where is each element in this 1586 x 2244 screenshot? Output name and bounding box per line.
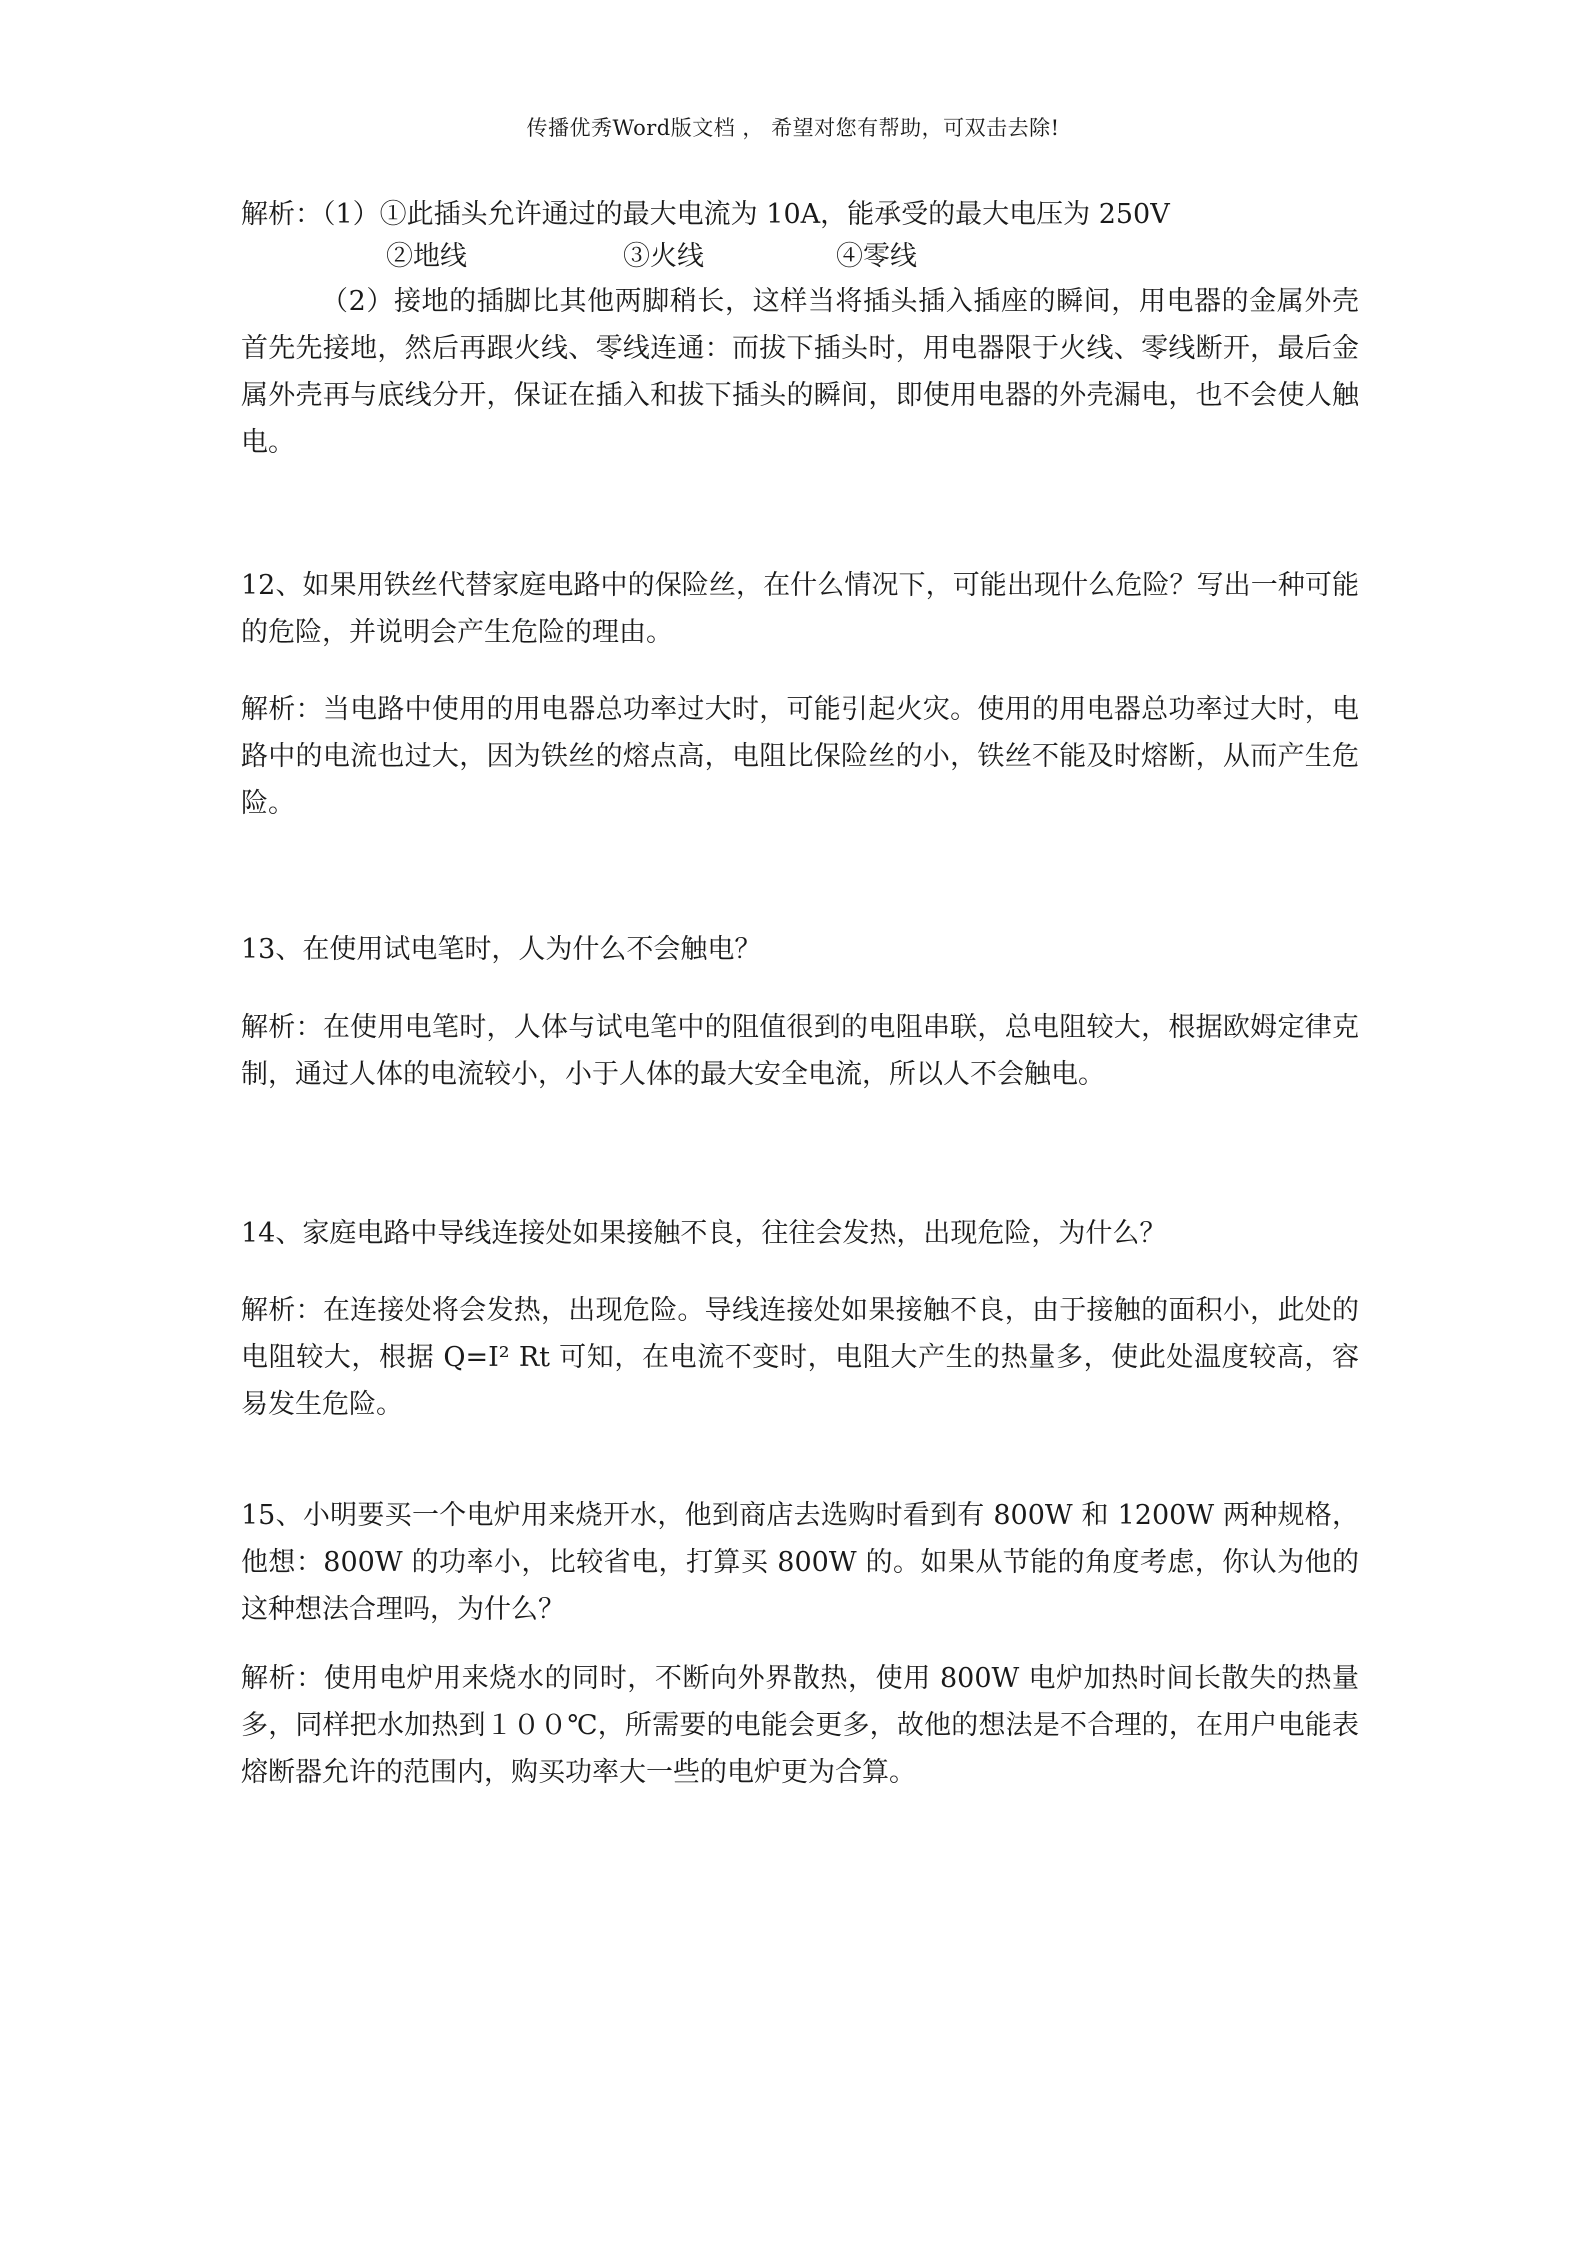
q14-answer: 解析：在连接处将会发热，出现危险。导线连接处如果接触不良，由于接触的面积小，此处的电阻较大，根据 Q=I² Rt 可知，在电流不变时，电阻大产生的热量多，使此处温度较高，容易发生危险。	[241, 1295, 1359, 1420]
q13-question: 13、在使用试电笔时，人为什么不会触电？	[241, 934, 762, 965]
q12-question: 12、如果用铁丝代替家庭电路中的保险丝，在什么情况下，可能出现什么危险？写出一种可能的危险，并说明会产生危险的理由。	[241, 570, 1359, 648]
q15-answer: 解析：使用电炉用来烧水的同时，不断向外界散热，使用 800W 电炉加热时间长散失的热量多，同样把水加热到１００℃，所需要的电能会更多，故他的想法是不合理的，在用户电能表熔断器允许的范围内，购买功率大一些的电炉更为合算。	[241, 1663, 1359, 1788]
q11-answer-line1: 解析：（1）①此插头允许通过的最大电流为 10A，能承受的最大电压为 250V	[241, 199, 1170, 230]
q11-option-neutral: ④零线	[836, 241, 917, 272]
q12-answer: 解析：当电路中使用的用电器总功率过大时，可能引起火灾。使用的用电器总功率过大时，电路中的电流也过大，因为铁丝的熔点高，电阻比保险丝的小，铁丝不能及时熔断，从而产生危险。	[241, 694, 1359, 819]
q13-answer: 解析：在使用电笔时，人体与试电笔中的阻值很到的电阻串联，总电阻较大，根据欧姆定律克制，通过人体的电流较小，小于人体的最大安全电流，所以人不会触电。	[241, 1012, 1359, 1090]
q11-option-live: ③火线	[623, 241, 704, 272]
q11-option-ground: ②地线	[386, 241, 467, 272]
q11-answer-part2: （2）接地的插脚比其他两脚稍长，这样当将插头插入插座的瞬间，用电器的金属外壳首先先接地，然后再跟火线、零线连通：而拔下插头时，用电器限于火线、零线断开，最后金属外壳再与底线分开，保证在插入和拔下插头的瞬间，即使用电器的外壳漏电，也不会使人触电。	[241, 286, 1359, 458]
document-banner: 传播优秀Word版文档 ， 希望对您有帮助，可双击去除!	[526, 116, 1060, 140]
q15-question: 15、小明要买一个电炉用来烧开水，他到商店去选购时看到有 800W 和 1200W 两种规格，他想：800W 的功率小，比较省电，打算买 800W 的。如果从节能的角度考虑，你认为他的这种想法合理吗，为什么？	[241, 1500, 1359, 1625]
q14-question: 14、家庭电路中导线连接处如果接触不良，往往会发热，出现危险，为什么？	[241, 1218, 1167, 1249]
